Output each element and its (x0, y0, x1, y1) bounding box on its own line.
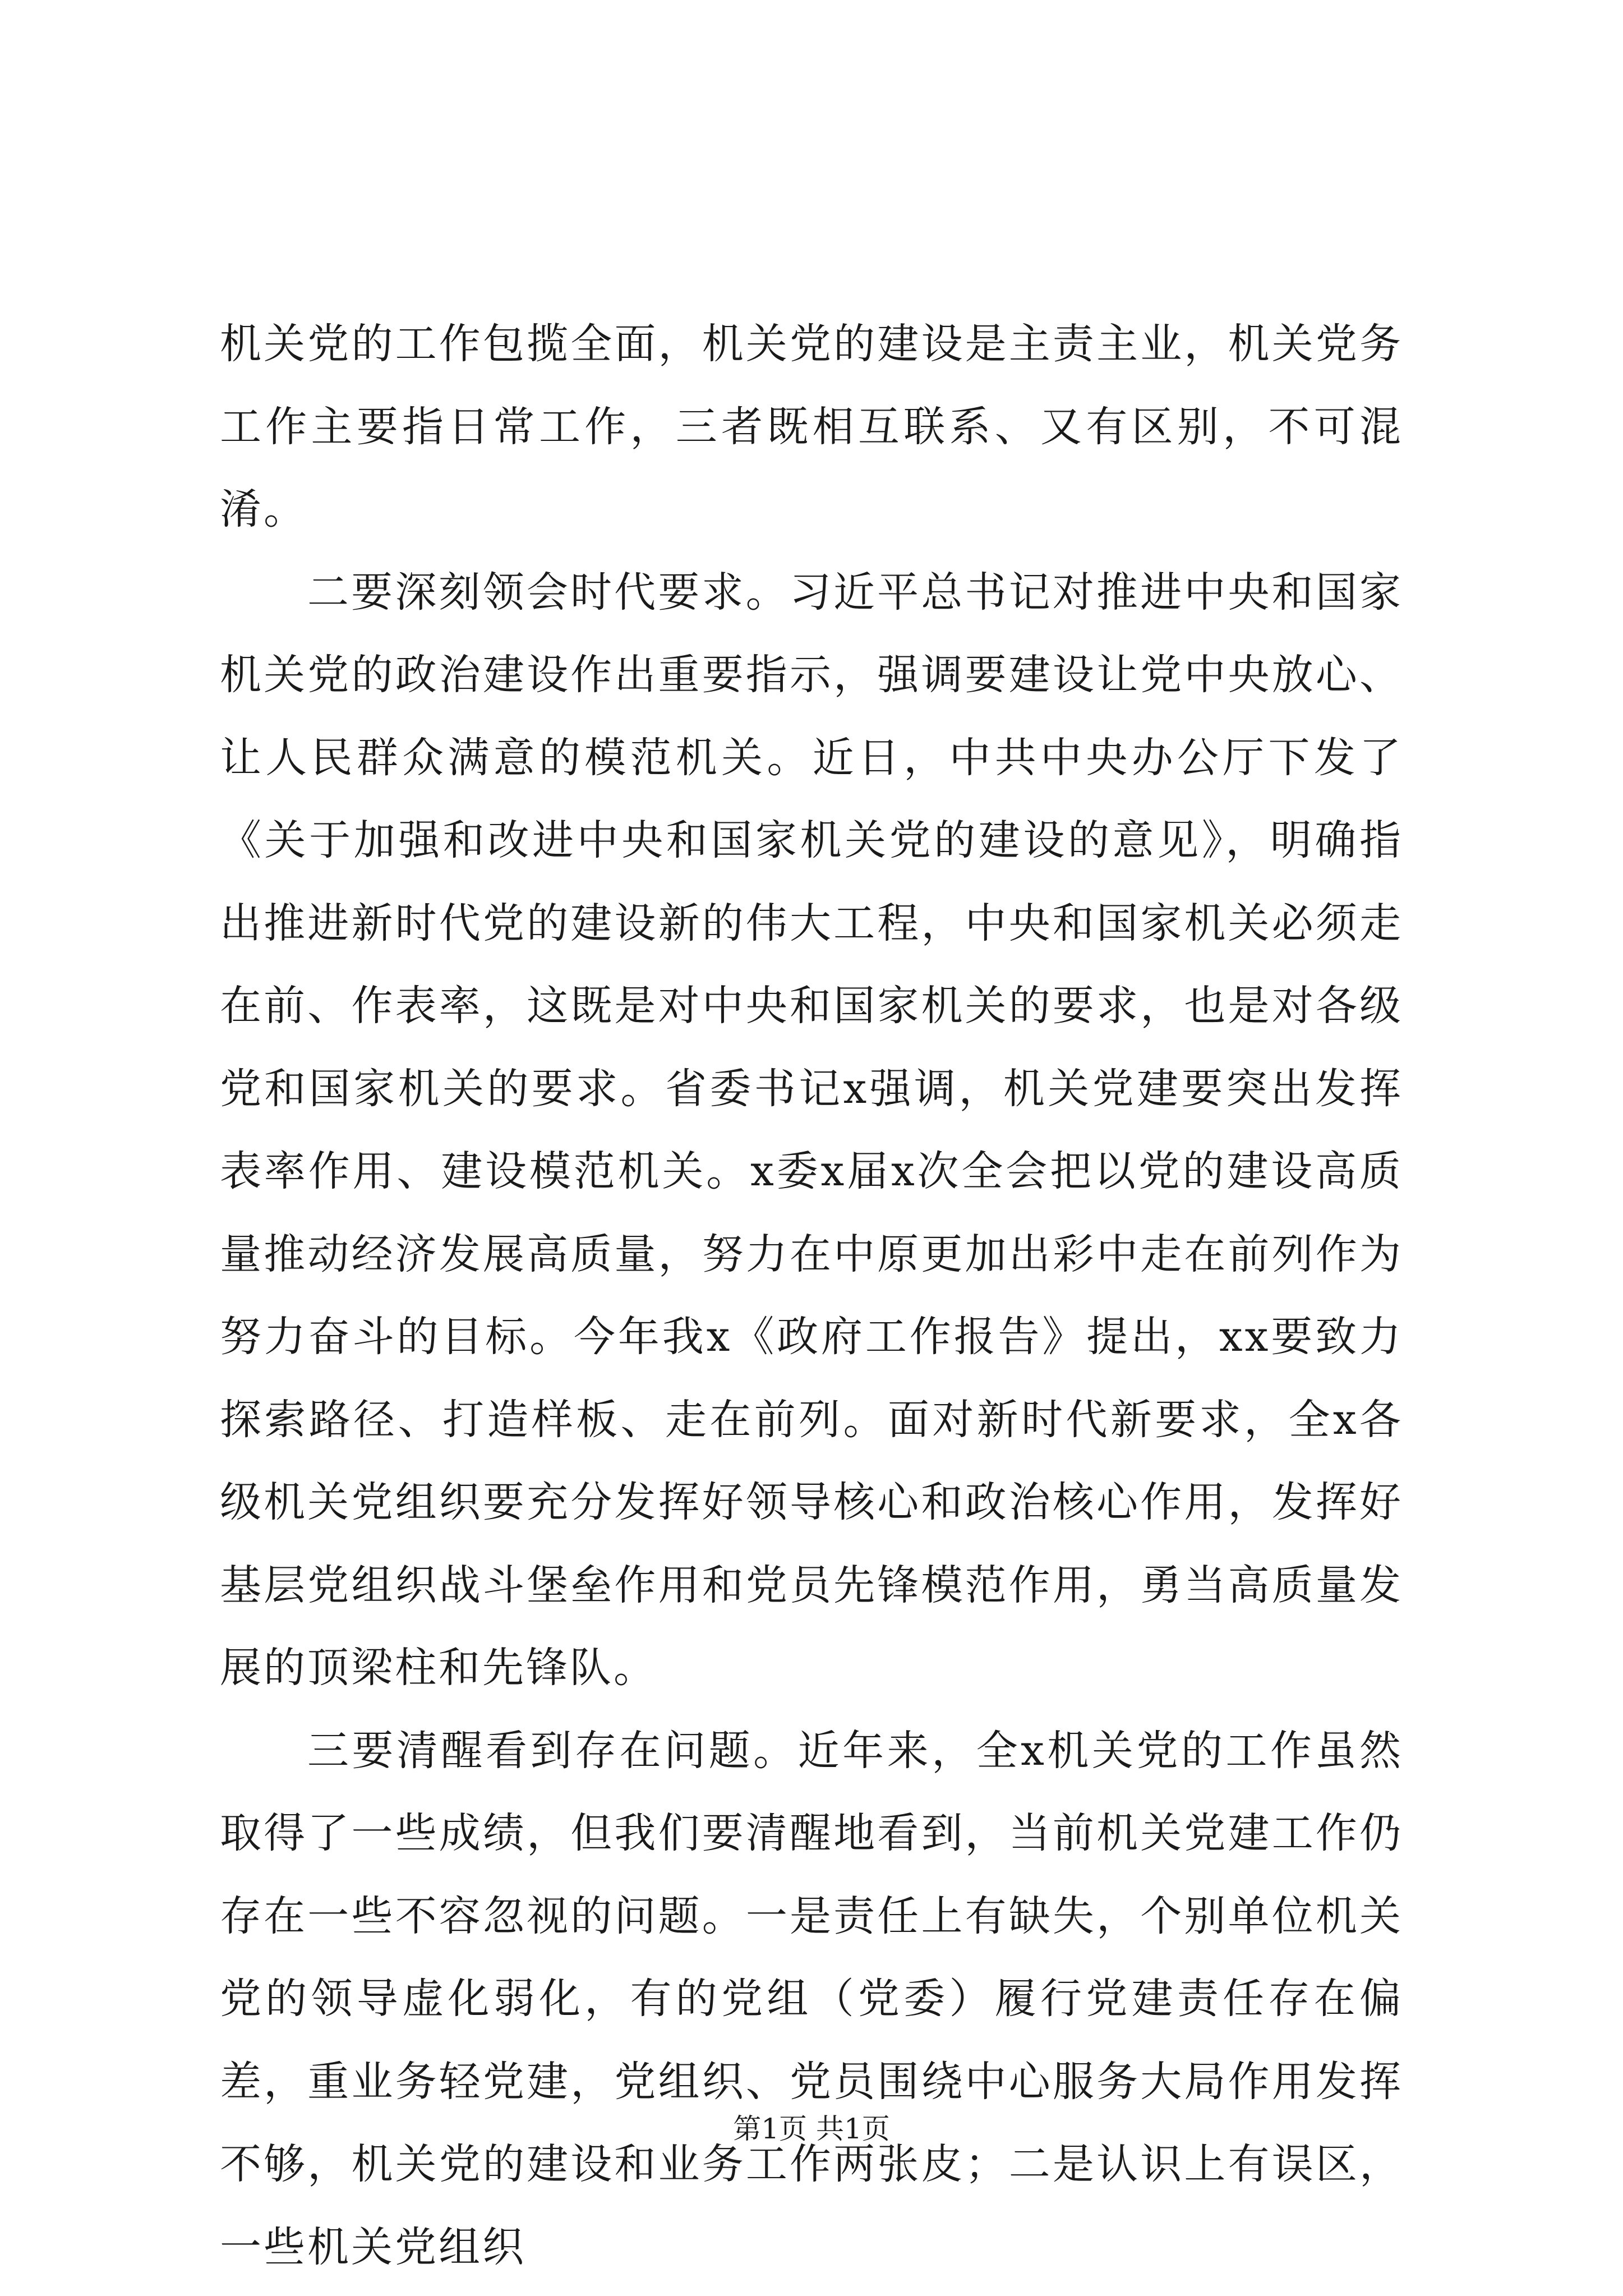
document-body (220, 303, 1403, 2289)
page-number-footer: 第1页 共1页 (733, 2113, 890, 2145)
paragraph-era-requirements: 二要深刻领会时代要求。习近平总书记对推进中央和国家机关党的政治建设作出重要指示，强调要建设让党中央放心、让人民群众满意的模范机关。近日，中共中央办公厅下发了《关于加强和改进中央和国家机关党的建设的意见》，明确指出推进新时代党的建设新的伟大工程，中央和国家机关必须走在前、作表率，这既是对中央和国家机关的要求，也是对各级党和国家机关的要求。省委书记x强调，机关党建要突出发挥表率作用、建设模范机关。x委x届x次全会把以党的建设高质量推动经济发展高质量，努力在中原更加出彩中走在前列作为努力奋斗的目标。今年我x《政府工作报告》提出，xx要致力探索路径、打造样板、走在前列。面对新时代新要求，全x各级机关党组织要充分发挥好领导核心和政治核心作用，发挥好基层党组织战斗堡垒作用和党员先锋模范作用，勇当高质量发展的顶梁柱和先锋队。 (220, 568, 1403, 1692)
paragraph-continuation: 机关党的工作包揽全面，机关党的建设是主责主业，机关党务工作主要指日常工作，三者既相互联系、又有区别，不可混淆。 (220, 320, 1403, 533)
paragraph-existing-problems: 三要清醒看到存在问题。近年来，全x机关党的工作虽然取得了一些成绩，但我们要清醒地看到，当前机关党建工作仍存在一些不容忽视的问题。一是责任上有缺失，个别单位机关党的领导虚化弱化，有的党组（党委）履行党建责任存在偏差，重业务轻党建，党组织、党员围绕中心服务大局作用发挥不够，机关党的建设和业务工作两张皮；二是认识上有误区，一些机关党组织 (220, 1726, 1403, 2271)
